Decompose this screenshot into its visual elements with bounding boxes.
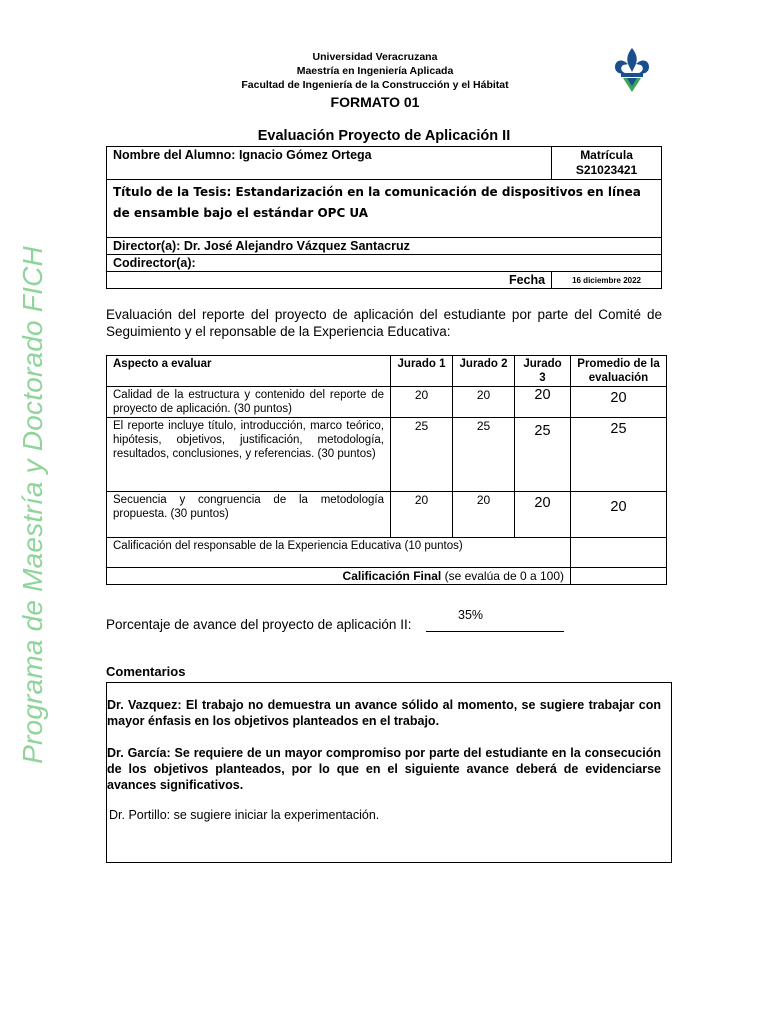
average-score: 25 bbox=[571, 418, 667, 492]
average-score: 20 bbox=[571, 387, 667, 418]
thesis-row bbox=[107, 180, 662, 238]
responsable-value bbox=[571, 538, 667, 568]
aspect-text: El reporte incluye título, introducción, marco teórico, hipótesis, objetivos, justificación, metodología, resultados, conclusiones, y referencias. (30 puntos) bbox=[107, 418, 391, 492]
header-jurado-2: Jurado 2 bbox=[453, 356, 515, 387]
university-name: Universidad Veracruzana bbox=[312, 51, 438, 63]
evaluation-row bbox=[107, 387, 667, 418]
uv-flor-de-lis-logo-icon bbox=[612, 44, 652, 94]
final-label-cell bbox=[107, 568, 571, 585]
jurado-2-score: 20 bbox=[453, 387, 515, 418]
responsable-row bbox=[107, 538, 667, 568]
avance-underline bbox=[426, 631, 564, 632]
evaluation-row bbox=[107, 418, 667, 492]
document-header bbox=[200, 50, 550, 110]
vertical-program-watermark bbox=[18, 240, 48, 770]
header-promedio: Promedio de la evaluación bbox=[571, 356, 667, 387]
comments-box bbox=[106, 682, 672, 863]
evaluation-title: Evaluación Proyecto de Aplicación II bbox=[257, 128, 511, 144]
codirector-cell bbox=[107, 255, 662, 272]
faculty-name: Facultad de Ingeniería de la Construcción y el Hábitat bbox=[241, 79, 509, 91]
watermark-text: Programa de Maestría y Doctorado FICH bbox=[17, 246, 48, 764]
jurado-3-score: 20 bbox=[515, 492, 571, 538]
aspect-text: Secuencia y congruencia de la metodología propuesta. (30 puntos) bbox=[107, 492, 391, 538]
jurado-3-score: 25 bbox=[515, 418, 571, 492]
matricula-value: S21023421 bbox=[575, 163, 638, 177]
student-info-table bbox=[106, 146, 662, 289]
director-row bbox=[107, 238, 662, 255]
codirector-label: Codirector(a): bbox=[113, 256, 196, 270]
evaluation-header-row bbox=[107, 356, 667, 387]
thesis-title: Estandarización en la comunicación de dispositivos en línea de ensamble bajo el estándar OPC UA bbox=[113, 185, 641, 220]
director-label: Director(a): bbox=[113, 239, 181, 253]
comment-item: Dr. Vazquez: El trabajo no demuestra un avance sólido al momento, se sugiere trabajar con mayor énfasis en los objetivos planteados en el trabajo. bbox=[107, 698, 661, 728]
matricula-label: Matrícula bbox=[580, 148, 633, 162]
final-note: (se evalúa de 0 a 100) bbox=[444, 569, 564, 583]
student-label: Nombre del Alumno: bbox=[113, 148, 236, 162]
jurado-1-score: 20 bbox=[391, 387, 453, 418]
fecha-label: Fecha bbox=[107, 272, 552, 289]
thesis-label: Título de la Tesis: bbox=[113, 185, 232, 199]
header-jurado-1: Jurado 1 bbox=[391, 356, 453, 387]
final-label: Calificación Final bbox=[342, 569, 442, 583]
fecha-row bbox=[107, 272, 662, 289]
jurado-1-score: 25 bbox=[391, 418, 453, 492]
codirector-row bbox=[107, 255, 662, 272]
avance-value: 35% bbox=[458, 608, 484, 622]
student-row bbox=[107, 147, 662, 180]
evaluation-table bbox=[106, 355, 667, 585]
aspect-text: Calidad de la estructura y contenido del reporte de proyecto de aplicación. (30 puntos) bbox=[107, 387, 391, 418]
comment-item: Dr. Portillo: se sugiere iniciar la experimentación. bbox=[109, 808, 380, 822]
responsable-label: Calificación del responsable de la Experiencia Educativa (10 puntos) bbox=[107, 538, 571, 568]
director-cell bbox=[107, 238, 662, 255]
average-score: 20 bbox=[571, 492, 667, 538]
jurado-2-score: 25 bbox=[453, 418, 515, 492]
student-name: Ignacio Gómez Ortega bbox=[238, 148, 372, 162]
fecha-value: 16 diciembre 2022 bbox=[552, 272, 662, 289]
matricula-cell bbox=[552, 147, 662, 180]
program-name: Maestría en Ingeniería Aplicada bbox=[296, 65, 454, 77]
final-row bbox=[107, 568, 667, 585]
avance-label: Porcentaje de avance del proyecto de aplicación II: bbox=[106, 617, 412, 632]
comments-title: Comentarios bbox=[106, 664, 186, 679]
student-cell bbox=[107, 147, 552, 180]
director-name: Dr. José Alejandro Vázquez Santacruz bbox=[183, 239, 410, 253]
comment-item: Dr. García: Se requiere de un mayor compromiso por parte del estudiante en la consecución de los objetivos planteados, por lo que en el siguiente avance deberá de evidenciarse avances significativos. bbox=[107, 746, 661, 792]
header-aspect: Aspecto a evaluar bbox=[107, 356, 391, 387]
intro-paragraph: Evaluación del reporte del proyecto de aplicación del estudiante por parte del Comité de Seguimiento y el reponsable de la Experiencia Educativa: bbox=[106, 307, 662, 339]
jurado-3-score: 20 bbox=[515, 387, 571, 418]
formato-label: FORMATO 01 bbox=[330, 94, 420, 110]
evaluation-row bbox=[107, 492, 667, 538]
final-value bbox=[571, 568, 667, 585]
thesis-cell bbox=[107, 180, 662, 238]
header-jurado-3: Jurado 3 bbox=[515, 356, 571, 387]
jurado-1-score: 20 bbox=[391, 492, 453, 538]
jurado-2-score: 20 bbox=[453, 492, 515, 538]
